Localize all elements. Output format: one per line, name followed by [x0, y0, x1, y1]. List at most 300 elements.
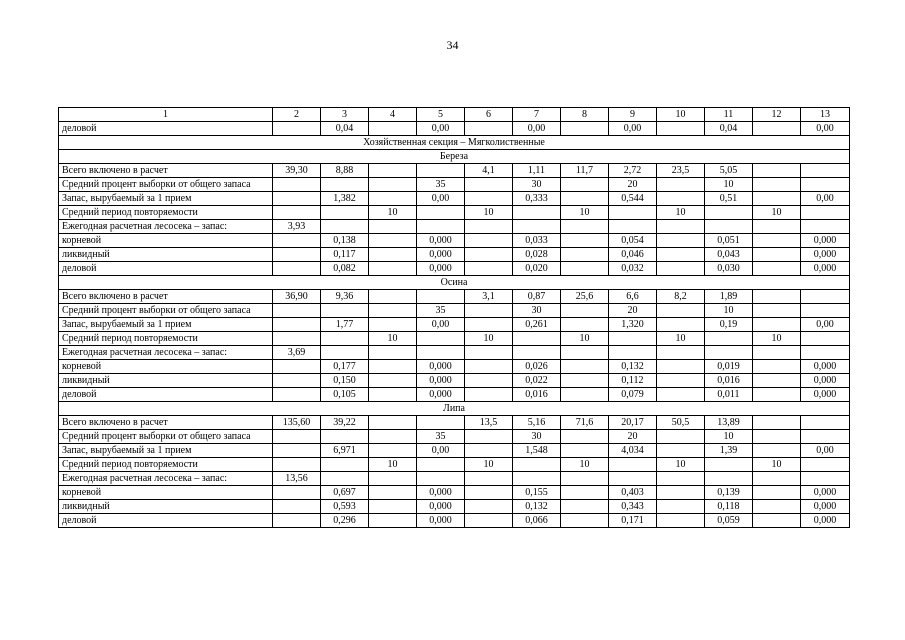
table-row [59, 248, 850, 262]
table-cell [753, 304, 801, 318]
table-cell [657, 472, 705, 486]
table-cell: 0,132 [609, 360, 657, 374]
table-cell: 135,60 [273, 416, 321, 430]
table-cell [417, 290, 465, 304]
table-cell: 10 [705, 304, 753, 318]
table-cell: 35 [417, 304, 465, 318]
table-row [59, 318, 850, 332]
table-cell [273, 360, 321, 374]
row-label: Средний процент выборки от общего запаса [59, 304, 273, 318]
table-cell [273, 388, 321, 402]
table-cell [657, 388, 705, 402]
table-cell [513, 220, 561, 234]
table-cell [273, 500, 321, 514]
table-cell: 10 [753, 206, 801, 220]
table-cell [561, 486, 609, 500]
table-cell [321, 206, 369, 220]
table-cell: 0,020 [513, 262, 561, 276]
table-cell: 0,00 [417, 318, 465, 332]
table-row [59, 192, 850, 206]
table-cell: 3,1 [465, 290, 513, 304]
table-cell: 0,00 [801, 122, 850, 136]
table-cell: 3,93 [273, 220, 321, 234]
table-cell: 0,04 [321, 122, 369, 136]
table-cell [369, 304, 417, 318]
table-row [59, 444, 850, 458]
table-cell [465, 374, 513, 388]
table-cell [753, 318, 801, 332]
table-cell [369, 318, 417, 332]
table-cell: 0,155 [513, 486, 561, 500]
table-row [59, 122, 850, 136]
table-cell [705, 206, 753, 220]
row-label: Запас, вырубаемый за 1 прием [59, 444, 273, 458]
table-cell [465, 220, 513, 234]
table-cell: 10 [705, 178, 753, 192]
table-cell [273, 262, 321, 276]
table-cell [561, 444, 609, 458]
table-cell: 0,19 [705, 318, 753, 332]
table-row [59, 304, 850, 318]
table-cell: 0,000 [801, 388, 850, 402]
table-cell [513, 206, 561, 220]
table-cell [465, 262, 513, 276]
table-cell: 2,72 [609, 164, 657, 178]
row-label: ликвидный [59, 374, 273, 388]
row-label: Средний процент выборки от общего запаса [59, 430, 273, 444]
table-cell [753, 192, 801, 206]
table-cell: 4,034 [609, 444, 657, 458]
table-cell [465, 360, 513, 374]
table-cell: 1,382 [321, 192, 369, 206]
table-cell [417, 164, 465, 178]
table-cell: 0,000 [801, 500, 850, 514]
row-label: ликвидный [59, 248, 273, 262]
table-cell: 0,000 [801, 234, 850, 248]
table-cell [561, 220, 609, 234]
table-cell: 0,00 [801, 192, 850, 206]
table-cell [465, 444, 513, 458]
table-cell: 10 [561, 206, 609, 220]
table-cell [321, 472, 369, 486]
table-cell: 0,000 [417, 360, 465, 374]
table-cell [369, 234, 417, 248]
table-cell [657, 318, 705, 332]
table-cell: 0,105 [321, 388, 369, 402]
table-cell: 0,000 [801, 374, 850, 388]
table-cell [465, 500, 513, 514]
table-cell [753, 500, 801, 514]
table-cell [753, 248, 801, 262]
table-cell [561, 430, 609, 444]
table-cell: 20 [609, 304, 657, 318]
column-number-3: 3 [321, 108, 369, 122]
table-cell [273, 458, 321, 472]
section-row [59, 150, 850, 164]
table-row [59, 220, 850, 234]
table-cell: 0,343 [609, 500, 657, 514]
table-row [59, 458, 850, 472]
table-row [59, 500, 850, 514]
table-cell: 0,028 [513, 248, 561, 262]
table-cell [465, 178, 513, 192]
table-row [59, 332, 850, 346]
table-cell [657, 234, 705, 248]
table-row [59, 206, 850, 220]
table-cell: 13,89 [705, 416, 753, 430]
table-cell: 0,00 [609, 122, 657, 136]
table-cell: 1,39 [705, 444, 753, 458]
table-cell: 0,046 [609, 248, 657, 262]
page-number: 34 [446, 38, 459, 52]
table-row [59, 388, 850, 402]
table-cell: 0,022 [513, 374, 561, 388]
section-row [59, 402, 850, 416]
table-cell: 4,1 [465, 164, 513, 178]
data-table [58, 107, 850, 528]
table-cell: 23,5 [657, 164, 705, 178]
table-cell [657, 178, 705, 192]
table-row [59, 346, 850, 360]
table-cell [753, 472, 801, 486]
table-cell: 0,016 [513, 388, 561, 402]
table-cell [657, 220, 705, 234]
table-cell: 0,054 [609, 234, 657, 248]
table-cell [705, 472, 753, 486]
column-number-8: 8 [561, 108, 609, 122]
table-cell: 0,00 [417, 444, 465, 458]
table-cell: 35 [417, 430, 465, 444]
table-cell: 0,059 [705, 514, 753, 528]
row-label: деловой [59, 122, 273, 136]
section-title: Липа [59, 402, 850, 416]
table-cell [273, 444, 321, 458]
table-cell [753, 178, 801, 192]
table-cell [657, 346, 705, 360]
table-cell [369, 248, 417, 262]
table-cell [369, 192, 417, 206]
table-cell [273, 178, 321, 192]
column-number-11: 11 [705, 108, 753, 122]
section-row [59, 276, 850, 290]
table-cell: 1,89 [705, 290, 753, 304]
table-cell: 0,87 [513, 290, 561, 304]
table-cell [321, 178, 369, 192]
table-cell [369, 486, 417, 500]
table-cell: 13,56 [273, 472, 321, 486]
table-cell [753, 360, 801, 374]
table-cell: 0,00 [417, 122, 465, 136]
table-cell: 1,11 [513, 164, 561, 178]
table-cell: 11,7 [561, 164, 609, 178]
table-cell [753, 290, 801, 304]
table-row [59, 374, 850, 388]
table-cell: 0,171 [609, 514, 657, 528]
table-cell [513, 346, 561, 360]
table-cell: 0,333 [513, 192, 561, 206]
table-cell [273, 234, 321, 248]
table-cell: 0,000 [801, 262, 850, 276]
table-cell: 30 [513, 304, 561, 318]
table-cell [369, 388, 417, 402]
table-cell [753, 514, 801, 528]
table-cell [561, 514, 609, 528]
table-cell [369, 444, 417, 458]
table-cell: 20 [609, 178, 657, 192]
table-cell [801, 220, 850, 234]
table-cell: 6,6 [609, 290, 657, 304]
row-label: корневой [59, 234, 273, 248]
table-cell: 35 [417, 178, 465, 192]
table-cell [753, 262, 801, 276]
table-cell: 0,697 [321, 486, 369, 500]
table-cell [609, 206, 657, 220]
table-cell [321, 220, 369, 234]
table-cell: 0,000 [801, 514, 850, 528]
table-cell: 10 [705, 430, 753, 444]
column-number-13: 13 [801, 108, 850, 122]
table-cell: 10 [465, 332, 513, 346]
table-cell [657, 304, 705, 318]
table-cell [705, 332, 753, 346]
row-label: деловой [59, 388, 273, 402]
table-cell: 0,000 [417, 262, 465, 276]
table-cell [753, 164, 801, 178]
table-cell: 0,00 [801, 444, 850, 458]
table-cell: 10 [657, 206, 705, 220]
section-title: Осина [59, 276, 850, 290]
table-cell [465, 192, 513, 206]
section-row [59, 136, 850, 150]
table-cell: 1,77 [321, 318, 369, 332]
table-cell: 0,016 [705, 374, 753, 388]
table-cell: 0,043 [705, 248, 753, 262]
table-cell: 0,138 [321, 234, 369, 248]
table-cell [753, 122, 801, 136]
row-label: деловой [59, 514, 273, 528]
table-cell [561, 472, 609, 486]
table-cell [273, 192, 321, 206]
table-cell [417, 472, 465, 486]
column-number-2: 2 [273, 108, 321, 122]
row-label: Запас, вырубаемый за 1 прием [59, 192, 273, 206]
table-cell: 5,16 [513, 416, 561, 430]
table-cell [369, 178, 417, 192]
table-row [59, 416, 850, 430]
table-cell [801, 472, 850, 486]
table-cell: 0,544 [609, 192, 657, 206]
table-cell [753, 416, 801, 430]
header-row [59, 108, 850, 122]
table-cell [561, 388, 609, 402]
table-cell [465, 234, 513, 248]
table-cell: 10 [561, 458, 609, 472]
table-row [59, 178, 850, 192]
table-cell [321, 458, 369, 472]
table-cell [561, 374, 609, 388]
row-label: Всего включено в расчет [59, 416, 273, 430]
table-cell [753, 388, 801, 402]
table-cell [561, 360, 609, 374]
table-cell: 0,51 [705, 192, 753, 206]
table-cell: 0,00 [417, 192, 465, 206]
table-cell [801, 178, 850, 192]
column-number-4: 4 [369, 108, 417, 122]
table-cell: 5,05 [705, 164, 753, 178]
table-cell: 0,132 [513, 500, 561, 514]
table-cell [369, 220, 417, 234]
table-row [59, 262, 850, 276]
table-row [59, 486, 850, 500]
row-label: Средний период повторяемости [59, 206, 273, 220]
table-row [59, 164, 850, 178]
table-cell [369, 416, 417, 430]
table-cell [609, 332, 657, 346]
table-cell [561, 262, 609, 276]
table-cell [561, 318, 609, 332]
table-cell [657, 444, 705, 458]
table-cell [753, 346, 801, 360]
table-cell: 10 [465, 458, 513, 472]
table-cell [609, 458, 657, 472]
column-number-10: 10 [657, 108, 705, 122]
table-cell [657, 500, 705, 514]
row-label: ликвидный [59, 500, 273, 514]
table-cell [369, 262, 417, 276]
row-label: деловой [59, 262, 273, 276]
row-label: Ежегодная расчетная лесосека – запас: [59, 220, 273, 234]
row-label: корневой [59, 360, 273, 374]
table-cell [369, 164, 417, 178]
table-cell [273, 206, 321, 220]
row-label: Всего включено в расчет [59, 164, 273, 178]
table-cell [753, 220, 801, 234]
table-cell [657, 374, 705, 388]
table-cell: 25,6 [561, 290, 609, 304]
table-cell [417, 206, 465, 220]
table-cell: 0,066 [513, 514, 561, 528]
table-cell [369, 514, 417, 528]
table-cell: 13,5 [465, 416, 513, 430]
table-cell [753, 374, 801, 388]
table-cell: 8,88 [321, 164, 369, 178]
table-cell: 50,5 [657, 416, 705, 430]
table-cell: 0,177 [321, 360, 369, 374]
table-cell [321, 346, 369, 360]
table-cell: 10 [465, 206, 513, 220]
table-cell [369, 346, 417, 360]
row-label: Ежегодная расчетная лесосека – запас: [59, 472, 273, 486]
table-cell [465, 248, 513, 262]
table-cell: 6,971 [321, 444, 369, 458]
table-cell: 0,032 [609, 262, 657, 276]
table-cell: 1,320 [609, 318, 657, 332]
table-cell: 8,2 [657, 290, 705, 304]
column-number-6: 6 [465, 108, 513, 122]
table-cell: 0,082 [321, 262, 369, 276]
table-cell [561, 304, 609, 318]
table-cell: 0,00 [513, 122, 561, 136]
table-cell [465, 486, 513, 500]
table-cell: 0,00 [801, 318, 850, 332]
table-cell [465, 318, 513, 332]
table-cell [753, 430, 801, 444]
table-cell [801, 416, 850, 430]
table-cell: 10 [561, 332, 609, 346]
table-cell: 0,000 [801, 248, 850, 262]
table-cell [321, 430, 369, 444]
table-cell [273, 122, 321, 136]
table-cell [705, 458, 753, 472]
table-cell [273, 486, 321, 500]
table-cell [465, 430, 513, 444]
table-row [59, 430, 850, 444]
table-cell: 0,000 [417, 248, 465, 262]
table-cell: 0,000 [417, 514, 465, 528]
table-cell: 0,051 [705, 234, 753, 248]
table-cell: 10 [369, 206, 417, 220]
table-cell [369, 290, 417, 304]
section-title: Хозяйственная секция – Мягколиственные [59, 136, 850, 150]
table-cell [657, 514, 705, 528]
table-cell [417, 332, 465, 346]
table-cell [465, 122, 513, 136]
table-body [59, 108, 850, 528]
table-cell [801, 164, 850, 178]
section-title: Береза [59, 150, 850, 164]
table-row [59, 290, 850, 304]
table-cell [657, 360, 705, 374]
table-cell: 20,17 [609, 416, 657, 430]
table-cell: 0,026 [513, 360, 561, 374]
table-cell: 36,90 [273, 290, 321, 304]
table-cell [561, 178, 609, 192]
table-cell [753, 234, 801, 248]
table-cell [273, 514, 321, 528]
table-cell: 0,296 [321, 514, 369, 528]
table-cell [657, 262, 705, 276]
table-cell [657, 192, 705, 206]
table-cell: 0,000 [417, 486, 465, 500]
table-cell [417, 346, 465, 360]
table-cell: 0,000 [801, 486, 850, 500]
table-cell: 0,000 [801, 360, 850, 374]
row-label: Запас, вырубаемый за 1 прием [59, 318, 273, 332]
table-cell: 10 [753, 458, 801, 472]
table-cell [513, 332, 561, 346]
table-cell [753, 444, 801, 458]
table-cell: 0,261 [513, 318, 561, 332]
table-cell [465, 346, 513, 360]
table-cell: 3,69 [273, 346, 321, 360]
table-cell [369, 472, 417, 486]
table-cell: 10 [657, 332, 705, 346]
table-cell: 30 [513, 178, 561, 192]
table-cell: 10 [369, 458, 417, 472]
table-cell: 0,011 [705, 388, 753, 402]
table-cell: 0,000 [417, 234, 465, 248]
table-cell [273, 248, 321, 262]
table-cell: 71,6 [561, 416, 609, 430]
table-row [59, 514, 850, 528]
table-cell: 0,000 [417, 374, 465, 388]
table-cell: 0,030 [705, 262, 753, 276]
column-number-7: 7 [513, 108, 561, 122]
table-cell [609, 472, 657, 486]
row-label: Ежегодная расчетная лесосека – запас: [59, 346, 273, 360]
table-cell: 20 [609, 430, 657, 444]
table-cell: 0,118 [705, 500, 753, 514]
